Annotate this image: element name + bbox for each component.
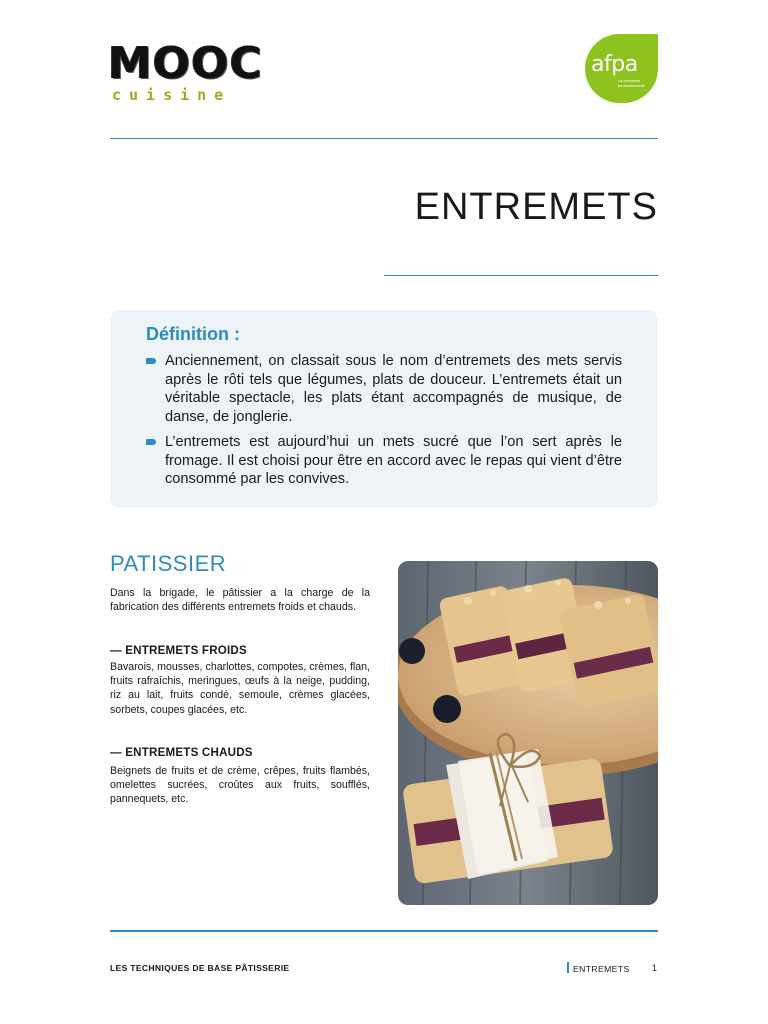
logo-mooc-word: MOOC bbox=[108, 38, 263, 89]
page-number: 1 bbox=[652, 963, 658, 973]
entremets-froids-text: Bavarois, mousses, charlottes, compotes, crèmes, flan, fruits rafraîchis, meringues, œufs à la neige, pudding, riz au lait, fruits condé, semoule, crèmes glacées, sorbets, coupes glacées, etc. bbox=[110, 661, 370, 716]
definition-box bbox=[110, 310, 658, 508]
afpa-logo bbox=[585, 34, 658, 103]
crumble-bars-photo bbox=[398, 561, 658, 905]
section-title: PATISSIER bbox=[110, 551, 227, 576]
definition-item bbox=[146, 352, 622, 426]
arrow-bullet-icon bbox=[146, 358, 156, 364]
definition-heading: Définition : bbox=[146, 324, 240, 344]
logo-cuisine-word: cuisine bbox=[112, 86, 232, 104]
section-intro: Dans la brigade, le pâtissier a la charge de la fabrication des différents entremets froids et chauds. bbox=[110, 587, 370, 614]
logo-afpa-word: afpa bbox=[591, 52, 638, 77]
footer-chapter-name: ENTREMETS bbox=[573, 964, 630, 974]
footer-divider bbox=[110, 930, 658, 932]
page-title: ENTREMETS bbox=[414, 186, 658, 228]
entremets-chauds-heading: — ENTREMETS CHAUDS bbox=[110, 746, 253, 759]
definition-item-text: Anciennement, on classait sous le nom d’entremets des mets servis après le rôti tels que légumes, plats de douceur. L’entremets était un véritable spectacle, les plats étant accompagnés de musique, de danse, de jonglerie. bbox=[165, 353, 622, 425]
entremets-froids-heading: — ENTREMETS FROIDS bbox=[110, 644, 247, 657]
arrow-bullet-icon bbox=[146, 439, 156, 445]
logo-afpa-tagline: La formation professionnelle bbox=[618, 78, 645, 88]
mooc-cuisine-logo bbox=[106, 38, 263, 116]
entremets-chauds-text: Beignets de fruits et de crème, crêpes, fruits flambés, omelettes sucrées, croûtes aux fruits, soufflés, pannequets, etc. bbox=[110, 765, 370, 806]
footer-separator bbox=[567, 962, 569, 973]
header-divider bbox=[110, 138, 658, 139]
definition-item-text: L’entremets est aujourd’hui un mets sucré que l’on sert après le fromage. Il est choisi pour être en accord avec le repas qui vient d’être consommé par les convives. bbox=[165, 434, 622, 488]
footer-document-title: LES TECHNIQUES DE BASE PÂTISSERIE bbox=[110, 963, 290, 973]
title-divider bbox=[384, 275, 658, 276]
definition-item bbox=[146, 433, 622, 489]
